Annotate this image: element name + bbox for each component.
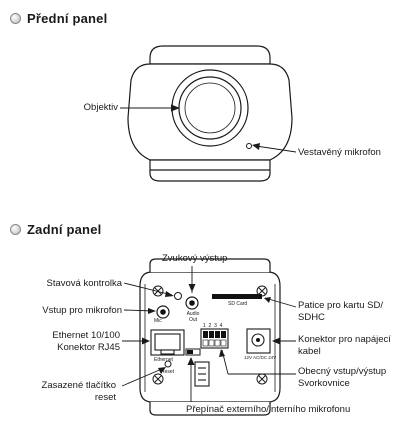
panel-text-io-pins: 1 2 3 4 <box>203 323 223 329</box>
label-power-line2: kabel <box>298 346 321 357</box>
power-connector <box>247 329 270 353</box>
panel-text-power: 12V AC/DC 24V <box>244 355 277 360</box>
mic-switch <box>186 349 200 355</box>
audio-out-jack <box>186 297 198 309</box>
mic-in-jack <box>157 306 169 318</box>
label-ethernet-line2: Konektor RJ45 <box>57 342 120 353</box>
label-sd-line1: Patice pro kartu SD/ <box>298 300 384 311</box>
label-reset-line2: reset <box>94 392 116 403</box>
label-reset-line1: Zasazené tlačítko <box>41 380 116 391</box>
panel-text-audio-out-2: Out <box>188 317 198 323</box>
label-reset <box>10 380 116 404</box>
label-ethernet <box>10 330 120 354</box>
status-led <box>175 293 182 300</box>
label-lens: Objektiv <box>83 102 118 113</box>
label-sd-line2: SDHC <box>298 312 325 323</box>
panel-text-audio-out <box>186 311 200 323</box>
panel-text-sd-card: SD Card <box>228 301 248 307</box>
front-lens <box>172 70 248 146</box>
label-io <box>298 366 386 390</box>
panel-text-ethernet: Ethernet <box>154 357 173 363</box>
panel-text-audio-out-1: Audio <box>186 311 200 317</box>
panel-text-reset: Reset <box>161 369 175 375</box>
label-builtin-mic: Vestavěný mikrofon <box>298 147 381 158</box>
panel-text-mic: Mic <box>154 318 162 324</box>
label-status-led: Stavová kontrolka <box>46 278 122 289</box>
io-terminal-block <box>201 329 228 348</box>
label-audio-out: Zvukový výstup <box>162 253 228 264</box>
label-ethernet-line1: Ethernet 10/100 <box>52 330 120 341</box>
label-power <box>298 334 391 358</box>
label-sd-card <box>298 300 383 324</box>
sd-card-slot <box>212 294 262 299</box>
front-panel-title: Přední panel <box>27 11 108 26</box>
label-power-line1: Konektor pro napájecí <box>298 334 391 345</box>
label-io-line2: Svorkovnice <box>298 378 350 389</box>
label-mic-in: Vstup pro mikrofon <box>42 305 122 316</box>
rear-panel-title: Zadní panel <box>27 222 102 237</box>
builtin-mic-hole <box>247 144 252 149</box>
label-mic-switch: Přepínač externího/interního mikrofonu <box>186 404 351 415</box>
ethernet-port <box>151 330 184 355</box>
bottom-mount <box>195 362 209 386</box>
label-io-line1: Obecný vstup/výstup <box>298 366 387 377</box>
